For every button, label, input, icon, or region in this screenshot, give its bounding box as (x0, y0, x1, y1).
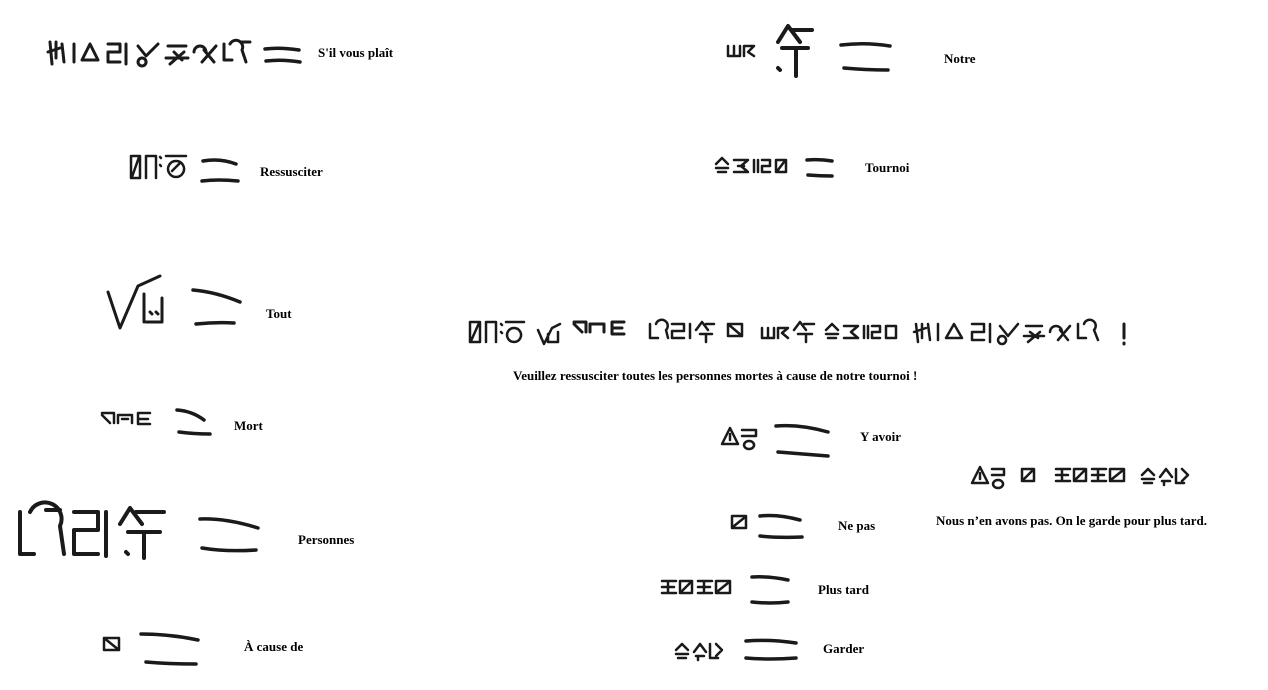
word-mort: Mort (234, 418, 263, 433)
word-plus-tard: Plus tard (818, 582, 869, 597)
word-garder: Garder (823, 641, 865, 656)
glyph-tournoi (714, 156, 794, 176)
equals-sign (748, 572, 794, 608)
equals-sign (138, 630, 204, 670)
sentence-1-script (468, 316, 1134, 348)
equals-sign (742, 636, 802, 664)
glyph-ne-pas (730, 514, 750, 530)
equals-sign (772, 420, 834, 464)
equals-sign (262, 44, 304, 66)
equals-sign (198, 156, 242, 186)
glyph-a-cause-de (102, 636, 122, 652)
word-ne-pas: Ne pas (838, 518, 876, 533)
equals-sign (838, 40, 896, 76)
sentence-2-translation: Nous n’en avons pas. On le garde pour plus tard. (936, 513, 1208, 528)
word-a-cause-de: À cause de (244, 639, 304, 654)
sentence-1-translation: Veuillez ressusciter toutes les personnes mortes à cause de notre tournoi ! (513, 368, 918, 383)
word-tout: Tout (266, 306, 292, 321)
glyph-mort (100, 411, 152, 427)
glyph-tout (104, 272, 168, 334)
glyph-ressusciter (128, 153, 190, 181)
glyph-personnes (16, 502, 170, 564)
glyph-notre (726, 22, 818, 80)
word-tournoi: Tournoi (865, 160, 910, 175)
equals-sign (804, 156, 836, 180)
word-sil-vous-plait: S'il vous plaît (318, 45, 394, 60)
equals-sign (756, 510, 806, 542)
word-y-avoir: Y avoir (860, 429, 902, 444)
glyph-plus-tard (660, 579, 736, 597)
equals-sign (196, 514, 264, 556)
word-personnes: Personnes (298, 532, 355, 547)
glyph-y-avoir (720, 426, 762, 446)
glyph-garder (674, 640, 724, 662)
glyph-sil-vous-plait (46, 38, 256, 68)
word-notre: Notre (944, 51, 976, 66)
equals-sign (190, 286, 246, 330)
equals-sign (174, 406, 214, 438)
word-ressusciter: Ressusciter (260, 164, 323, 179)
sentence-2-script (970, 465, 1192, 487)
